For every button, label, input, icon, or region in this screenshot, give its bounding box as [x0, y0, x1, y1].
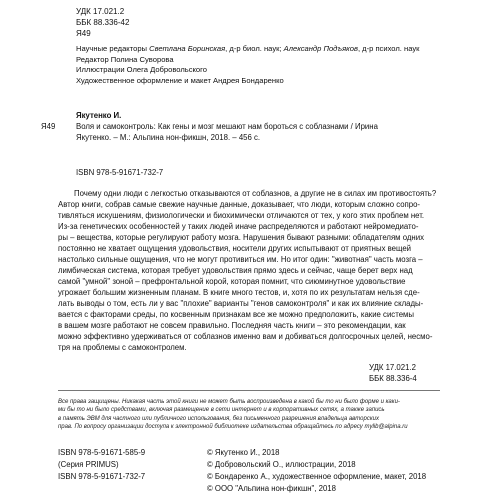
scientific-editors-line: Научные редакторы Светлана Боринская, д-р биол. наук; Александр Подъяков, д-р психол. наук: [76, 44, 420, 53]
legal-line: в память ЭВМ для частного или публичного использования, без письменного разрешения владельца авторских: [58, 415, 380, 422]
isbn-series: ISBN 978-5-91671-585-9: [58, 448, 146, 457]
series-name: (Серия PRIMUS): [58, 460, 119, 469]
catalog-title-line-1: Воля и самоконтроль: Как гены и мозг мешают нам бороться с соблазнами / Ирина: [76, 122, 378, 131]
isbn-book: ISBN 978-5-91671-732-7: [58, 472, 146, 481]
author-mark: Я49: [76, 29, 91, 38]
copyright-publisher: © ООО "Альпина нон-фикшн", 2018: [207, 484, 336, 493]
copyright-illustrations: © Добровольский О., иллюстрации, 2018: [207, 460, 356, 469]
copyright-list: [207, 447, 426, 495]
annotation-line: Из-за генетических особенностей у таких людей иначе распределяются и работают нейромедиато-: [58, 222, 419, 231]
legal-line: ми бы то ни было средствами, включая размещение в сети интернет и в корпоративных сетях, а также запись: [58, 407, 385, 414]
catalog-code: Я49: [41, 122, 56, 131]
annotation-line: вается с факторами среды, по косвенным признакам все же можно предположить, какие системы: [58, 310, 414, 319]
udc-block-bottom: [369, 362, 417, 384]
annotation-line: постоянно не хватает ощущения удовольствия, носители других испытывают от приятных вещей: [58, 244, 412, 253]
annotation-line: угрожает большим жизненным планам. В книге много тестов, и, хотя по их результатам нельзя сде-: [58, 288, 420, 297]
catalog-author: Якутенко И.: [76, 111, 122, 120]
copyright-design: © Бондаренко А., художественное оформление, макет, 2018: [207, 472, 427, 481]
annotation-line: лать выводы о том, есть ли у вас "плохие" варианты "генов самоконтроля" и как их влияние склады-: [58, 299, 424, 308]
bbk-code: ББК 88.336-42: [76, 18, 130, 27]
annotation-line: Почему одни люди с легкостью отказываются от соблазнов, а другие не в силах им противостоять?: [74, 189, 437, 198]
udc-block-top: [76, 6, 129, 39]
annotation-line: настолько сильные ощущения, что не могут противиться им. Но итог один: "животная" часть мозга –: [58, 255, 423, 264]
design-line: Художественное оформление и макет Андрея Бондаренко: [76, 75, 284, 85]
editor-line: Редактор Полина Суворова: [76, 54, 174, 64]
copyright-author: © Якутенко И., 2018: [207, 448, 280, 457]
annotation-line: Автор книги, собрав самые свежие научные данные, доказывает, что люди, которым сложно сопро-: [58, 200, 421, 209]
annotation-line: тивляться искушениям, физиологически и биохимически отличаются от тех, у кого этих проблем нет.: [58, 211, 425, 220]
isbn-main: ISBN 978-5-91671-732-7: [76, 168, 164, 177]
udk-code-bottom: УДК 17.021.2: [369, 363, 416, 372]
catalog-title-line-2: Якутенко. – М.: Альпина нон-фикшн, 2018. – 456 с.: [76, 133, 261, 142]
catalog-card: [41, 110, 378, 143]
udk-code: УДК 17.021.2: [76, 7, 125, 16]
annotation-line: в вашем мозге работают не совсем правильно. Последняя часть книги – это рекомендации, как: [58, 321, 406, 330]
annotation-line: можно эффективно удерживаться от соблазнов именно вам и добиваться долгосрочных целей, несмо-: [58, 332, 433, 341]
legal-line: прав. По вопросу организации доступа к электронной библиотеке издательства обращайтесь по адресу mylib@alpina.ru: [58, 424, 408, 431]
isbn-list: [58, 447, 145, 483]
annotation-line: лимбическая система, которая требует удовольствия прямо здесь и сейчас, чаще берет верх над: [58, 266, 413, 275]
annotation-line: самой "умной" зоной – префронтальной корой, которая помнит, что сиюминутное удовольствие: [58, 277, 406, 286]
annotation-text: [58, 188, 440, 353]
legal-line: Все права защищены. Никакая часть этой книги не может быть воспроизведена в какой бы то ни было форме и каки-: [58, 399, 400, 405]
illustrations-line: Иллюстрации Олега Добровольского: [76, 65, 207, 75]
credits-block: [76, 44, 419, 86]
annotation-line: тря на проблемы с самоконтролем.: [58, 343, 187, 352]
annotation-line: ры – вещества, которые регулируют работу мозга. Нарушения бывают разными: обладателям одних: [58, 233, 424, 242]
legal-notice: [58, 398, 440, 432]
divider: [58, 390, 440, 391]
bbk-code-bottom: ББК 88.336-4: [369, 374, 417, 383]
